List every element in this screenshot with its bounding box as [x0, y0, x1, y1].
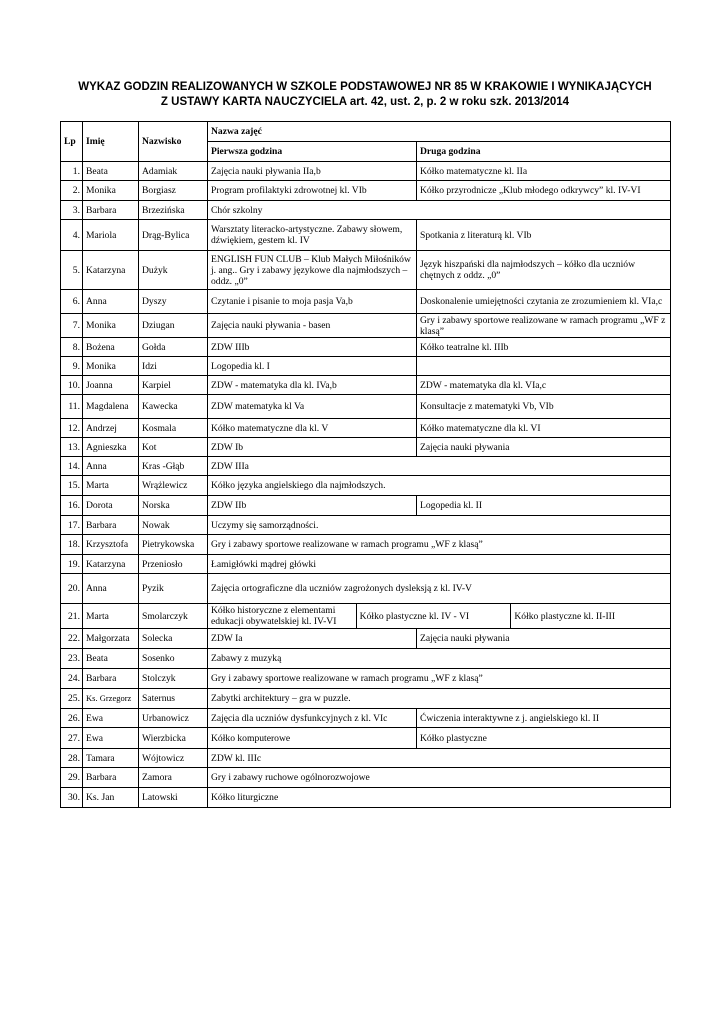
row-lp: 14. — [61, 457, 83, 476]
row-first-hour: Zabawy z muzyką — [208, 649, 671, 669]
table-row — [61, 290, 671, 314]
table-row — [61, 357, 671, 376]
row-activity-third: Kółko plastyczne kl. II-III — [514, 610, 616, 622]
row-first-hour: ZDW matematyka kl Va — [208, 395, 417, 419]
row-first-hour: Czytanie i pisanie to moja pasja Va,b — [208, 290, 417, 314]
table-row — [61, 220, 671, 251]
row-lp: 16. — [61, 496, 83, 516]
row-nazwisko: Sosenko — [139, 649, 208, 669]
row-first-hour: Kółko liturgiczne — [208, 788, 671, 808]
row-imie: Tamara — [83, 749, 139, 768]
row-first-hour: Zabytki architektury – gra w puzzle. — [208, 689, 671, 709]
row-second-hour: Zajęcia nauki pływania — [417, 438, 671, 457]
row-imie: Ks. Grzegorz — [83, 689, 139, 709]
row-lp: 1. — [61, 162, 83, 181]
header-nazwisko: Nazwisko — [139, 122, 208, 162]
document-title — [60, 80, 670, 110]
row-second-hour: Kółko przyrodnicze „Klub młodego odkrywcy” kl. IV-VI — [417, 181, 671, 201]
row-first-hour: ZDW IIb — [208, 496, 417, 516]
row-nazwisko: Kot — [139, 438, 208, 457]
row-lp: 29. — [61, 768, 83, 788]
row-first-hour: ZDW IIIa — [208, 457, 671, 476]
row-nazwisko: Urbanowicz — [139, 709, 208, 728]
table-row — [61, 181, 671, 201]
row-lp: 24. — [61, 669, 83, 689]
row-lp: 3. — [61, 201, 83, 220]
row-first-hour: Kółko matematyczne dla kl. V — [208, 419, 417, 438]
row-nazwisko: Dziugan — [139, 314, 208, 338]
row-nazwisko: Norska — [139, 496, 208, 516]
row-imie: Beata — [83, 649, 139, 669]
row-nazwisko: Karpiel — [139, 376, 208, 395]
row-first-hour: ZDW - matematyka dla kl. IVa,b — [208, 376, 417, 395]
title-line-2: Z USTAWY KARTA NAUCZYCIELA art. 42, ust. 2, p. 2 w roku szk. 2013/2014 — [160, 96, 570, 108]
row-nazwisko: Latowski — [139, 788, 208, 808]
row-nazwisko: Pietrykowska — [139, 535, 208, 555]
row-nazwisko: Gołda — [139, 338, 208, 357]
row-lp: 23. — [61, 649, 83, 669]
row-nazwisko: Wrążlewicz — [139, 476, 208, 496]
row-lp: 10. — [61, 376, 83, 395]
row-nazwisko: Idzi — [139, 357, 208, 376]
row-nazwisko: Zamora — [139, 768, 208, 788]
row-second-hour: Logopedia kl. II — [417, 496, 671, 516]
row-first-hour: Logopedia kl. I — [208, 357, 417, 376]
row-imie: Anna — [83, 574, 139, 604]
table-row — [61, 574, 671, 604]
row-imie: Dorota — [83, 496, 139, 516]
table-row — [61, 709, 671, 728]
row-nazwisko: Kawecka — [139, 395, 208, 419]
row-imie: Beata — [83, 162, 139, 181]
row-nazwisko: Przeniosło — [139, 555, 208, 574]
row-first-hour: Zajęcia dla uczniów dysfunkcyjnych z kl. VIc — [208, 709, 417, 728]
row-second-hour: Ćwiczenia interaktywne z j. angielskiego kl. II — [417, 709, 671, 728]
row-first-hour: Chór szkolny — [208, 201, 671, 220]
row-lp: 6. — [61, 290, 83, 314]
row-nazwisko: Saternus — [139, 689, 208, 709]
row-first-hour: Gry i zabawy sportowe realizowane w ramach programu „WF z klasą” — [208, 669, 671, 689]
row-imie: Małgorzata — [83, 629, 139, 649]
row-imie: Joanna — [83, 376, 139, 395]
header-imie: Imię — [83, 122, 139, 162]
header-nazwa-zajec: Nazwa zajęć — [208, 122, 671, 142]
row-lp: 25. — [61, 689, 83, 709]
row-lp: 8. — [61, 338, 83, 357]
row-imie: Barbara — [83, 669, 139, 689]
row-second-hour: Konsultacje z matematyki Vb, VIb — [417, 395, 671, 419]
row-imie: Krzysztofa — [83, 535, 139, 555]
table-row — [61, 689, 671, 709]
row-lp: 28. — [61, 749, 83, 768]
row-nazwisko: Stolczyk — [139, 669, 208, 689]
row-nazwisko: Wójtowicz — [139, 749, 208, 768]
row-first-hour: ZDW IIIb — [208, 338, 417, 357]
row-imie: Marta — [83, 476, 139, 496]
row-imie: Mariola — [83, 220, 139, 251]
row-lp: 5. — [61, 251, 83, 290]
table-row — [61, 749, 671, 768]
row-imie: Ewa — [83, 728, 139, 749]
row-lp: 15. — [61, 476, 83, 496]
row-activities — [208, 604, 671, 629]
row-lp: 18. — [61, 535, 83, 555]
row-lp: 30. — [61, 788, 83, 808]
row-first-hour: ZDW Ib — [208, 438, 417, 457]
row-first-hour: Zajęcia nauki pływania IIa,b — [208, 162, 417, 181]
row-first-hour: Program profilaktyki zdrowotnej kl. VIb — [208, 181, 417, 201]
row-first-hour: Kółko języka angielskiego dla najmłodszych. — [208, 476, 671, 496]
row-imie: Bożena — [83, 338, 139, 357]
row-imie: Marta — [83, 604, 139, 629]
row-imie: Barbara — [83, 516, 139, 535]
row-lp: 20. — [61, 574, 83, 604]
row-imie: Monika — [83, 314, 139, 338]
row-imie: Anna — [83, 457, 139, 476]
row-lp: 21. — [61, 604, 83, 629]
row-first-hour: ZDW Ia — [208, 629, 417, 649]
row-nazwisko: Nowak — [139, 516, 208, 535]
row-lp: 27. — [61, 728, 83, 749]
row-second-hour: ZDW - matematyka dla kl. VIa,c — [417, 376, 671, 395]
row-nazwisko: Solecka — [139, 629, 208, 649]
row-nazwisko: Kras -Głąb — [139, 457, 208, 476]
row-lp: 7. — [61, 314, 83, 338]
row-second-hour — [417, 357, 671, 376]
row-imie: Magdalena — [83, 395, 139, 419]
row-second-hour: Kółko plastyczne — [417, 728, 671, 749]
table-body — [61, 162, 671, 808]
table-row — [61, 338, 671, 357]
row-first-hour: Kółko komputerowe — [208, 728, 417, 749]
row-imie: Barbara — [83, 201, 139, 220]
table-row — [61, 201, 671, 220]
row-first-hour: Gry i zabawy ruchowe ogólnorozwojowe — [208, 768, 671, 788]
row-nazwisko: Dużyk — [139, 251, 208, 290]
table-row — [61, 476, 671, 496]
row-second-hour: Zajęcia nauki pływania — [417, 629, 671, 649]
table-row — [61, 604, 671, 629]
row-imie: Ewa — [83, 709, 139, 728]
table-row — [61, 649, 671, 669]
row-first-hour: Uczymy się samorządności. — [208, 516, 671, 535]
row-first-hour: Zajęcia nauki pływania - basen — [208, 314, 417, 338]
row-nazwisko: Adamiak — [139, 162, 208, 181]
row-imie: Andrzej — [83, 419, 139, 438]
row-second-hour: Kółko matematyczne kl. IIa — [417, 162, 671, 181]
row-first-hour: ENGLISH FUN CLUB – Klub Małych Miłośników j. ang.. Gry i zabawy językowe dla najmłodszych – oddz. „0” — [208, 251, 417, 290]
row-lp: 4. — [61, 220, 83, 251]
table-row — [61, 788, 671, 808]
table-row — [61, 314, 671, 338]
table-row — [61, 728, 671, 749]
row-lp: 19. — [61, 555, 83, 574]
row-second-hour: Kółko matematyczne dla kl. VI — [417, 419, 671, 438]
row-first-hour: Gry i zabawy sportowe realizowane w ramach programu „WF z klasą” — [208, 535, 671, 555]
table-row — [61, 395, 671, 419]
title-line-1: WYKAZ GODZIN REALIZOWANYCH W SZKOLE PODSTAWOWEJ NR 85 W KRAKOWIE I WYNIKAJĄCYCH — [78, 81, 652, 93]
row-imie: Katarzyna — [83, 555, 139, 574]
header-pierwsza-godzina: Pierwsza godzina — [208, 142, 417, 162]
table-row — [61, 251, 671, 290]
row-imie: Agnieszka — [83, 438, 139, 457]
row-imie: Ks. Jan — [83, 788, 139, 808]
row-nazwisko: Dyszy — [139, 290, 208, 314]
row-nazwisko: Kosmala — [139, 419, 208, 438]
row-imie: Monika — [83, 181, 139, 201]
row-nazwisko: Drąg-Bylica — [139, 220, 208, 251]
table-row — [61, 555, 671, 574]
row-second-hour: Spotkania z literaturą kl. VIb — [417, 220, 671, 251]
row-first-hour: ZDW kl. IIIc — [208, 749, 671, 768]
table-row — [61, 768, 671, 788]
row-lp: 17. — [61, 516, 83, 535]
header-lp: Lp — [61, 122, 83, 162]
header-druga-godzina: Druga godzina — [417, 142, 671, 162]
row-first-hour: Warsztaty literacko-artystyczne. Zabawy słowem, dźwiękiem, gestem kl. IV — [208, 220, 417, 251]
hours-table — [60, 121, 671, 808]
row-nazwisko: Smolarczyk — [139, 604, 208, 629]
row-nazwisko: Borgiasz — [139, 181, 208, 201]
row-nazwisko: Brzezińska — [139, 201, 208, 220]
table-row — [61, 438, 671, 457]
row-activity-first: Kółko historyczne z elementami edukacji obywatelskiej kl. IV-VI — [208, 604, 357, 628]
row-second-hour: Język hiszpański dla najmłodszych – kółko dla uczniów chętnych z oddz. „0” — [417, 251, 671, 290]
row-imie: Anna — [83, 290, 139, 314]
row-lp: 11. — [61, 395, 83, 419]
row-lp: 2. — [61, 181, 83, 201]
table-row — [61, 419, 671, 438]
table-row — [61, 457, 671, 476]
row-second-hour: Kółko teatralne kl. IIIb — [417, 338, 671, 357]
row-lp: 13. — [61, 438, 83, 457]
table-row — [61, 535, 671, 555]
row-imie: Barbara — [83, 768, 139, 788]
table-row — [61, 496, 671, 516]
table-row — [61, 629, 671, 649]
row-imie: Katarzyna — [83, 251, 139, 290]
row-first-hour: Zajęcia ortograficzne dla uczniów zagrożonych dysleksją z kl. IV-V — [208, 574, 671, 604]
row-first-hour: Łamigłówki mądrej główki — [208, 555, 671, 574]
table-row — [61, 376, 671, 395]
row-lp: 22. — [61, 629, 83, 649]
row-activity-second: Kółko plastyczne kl. IV - VI — [357, 604, 512, 628]
table-row — [61, 516, 671, 535]
row-nazwisko: Pyzik — [139, 574, 208, 604]
row-second-hour: Doskonalenie umiejętności czytania ze zrozumieniem kl. VIa,c — [417, 290, 671, 314]
table-row — [61, 669, 671, 689]
row-imie: Monika — [83, 357, 139, 376]
row-nazwisko: Wierzbicka — [139, 728, 208, 749]
row-lp: 12. — [61, 419, 83, 438]
row-second-hour: Gry i zabawy sportowe realizowane w ramach programu „WF z klasą” — [417, 314, 671, 338]
table-row — [61, 162, 671, 181]
row-lp: 9. — [61, 357, 83, 376]
row-lp: 26. — [61, 709, 83, 728]
